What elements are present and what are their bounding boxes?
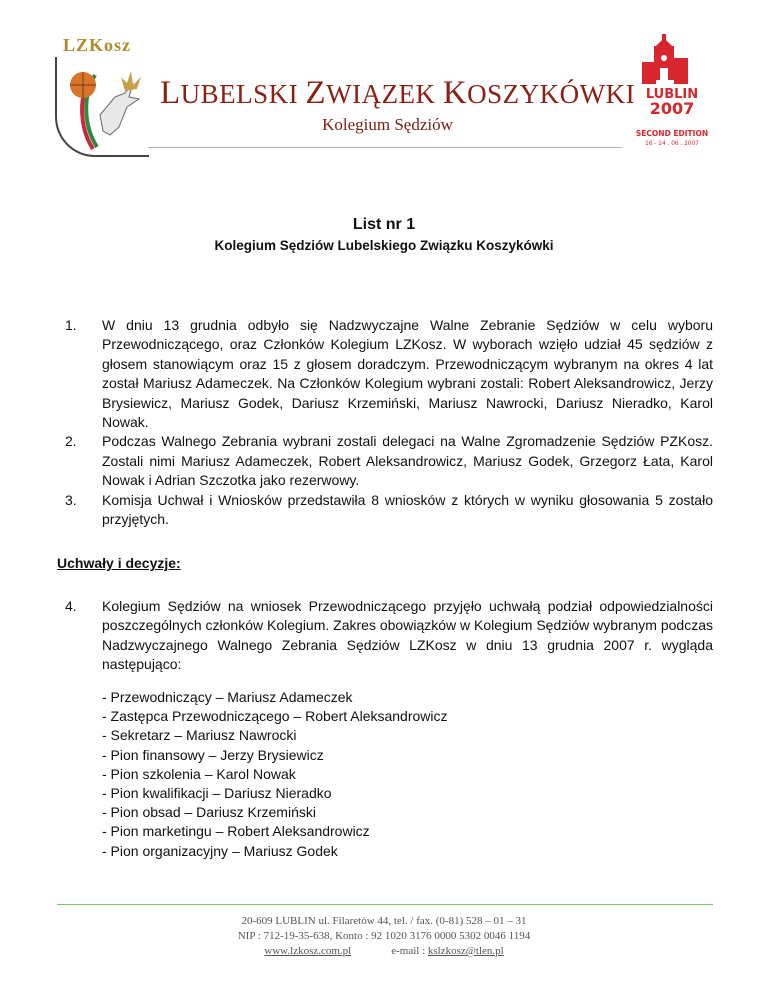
footer	[0, 914, 768, 959]
title-part-3-big: K	[442, 75, 468, 111]
list-item	[65, 597, 713, 675]
event-edition: SECOND EDITION	[635, 129, 709, 138]
role-item: - Przewodniczący – Mariusz Adameczek	[102, 689, 353, 705]
role-item: - Zastępca Przewodniczącego – Robert Aleksandrowicz	[102, 708, 448, 725]
role-item: - Pion obsad – Dariusz Krzemiński	[102, 804, 316, 821]
footer-bank: NIP : 712-19-35-638, Konto : 92 1020 3176 0000 5302 0046 1194	[237, 930, 531, 942]
document-title: List nr 1	[352, 216, 416, 233]
organization-title	[160, 75, 636, 112]
deer-basketball-icon	[55, 35, 150, 155]
document-subtitle: Kolegium Sędziów Lubelskiego Związku Koszykówki	[214, 238, 554, 253]
castle-tower-icon	[632, 32, 712, 150]
item-number: 2.	[65, 433, 77, 450]
role-item: - Pion szkolenia – Karol Nowak	[102, 765, 296, 782]
section-heading: Uchwały i decyzje:	[57, 555, 181, 571]
title-part-1-big: L	[160, 75, 181, 111]
email-link[interactable]: kslzkosz@tlen.pl	[427, 945, 504, 957]
footer-contact	[0, 944, 768, 959]
item-text: Komisja Uchwał i Wniosków przedstawiła 8 wniosków z których w wyniku głosowania 5 zostało przyjętych.	[102, 491, 713, 528]
footer-address: 20-609 LUBLIN ul. Filaretów 44, tel. / fax. (0-81) 528 – 01 – 31	[241, 915, 527, 927]
header-divider	[148, 147, 622, 148]
organization-subtitle: Kolegium Sędziów	[322, 115, 453, 134]
website-link[interactable]: www.lzkosz.com.pl	[264, 945, 352, 957]
points-list	[65, 316, 713, 529]
event-year: 2007	[649, 99, 695, 118]
role-item: - Pion marketingu – Robert Aleksandrowicz	[102, 823, 370, 840]
email-label: e-mail :	[391, 945, 428, 957]
title-part-1-small: UBELSKI	[180, 79, 306, 109]
event-city: LUBLIN	[645, 87, 699, 102]
list-item	[65, 491, 713, 530]
lublin-2007-logo	[632, 32, 712, 150]
role-item: - Pion kwalifikacji – Dariusz Nieradko	[102, 785, 332, 802]
role-item: - Sekretarz – Mariusz Nawrocki	[102, 727, 297, 744]
roles-list	[102, 688, 448, 861]
item-number: 3.	[65, 491, 77, 508]
role-item: - Pion organizacyjny – Mariusz Godek	[102, 842, 338, 859]
item-text: Podczas Walnego Zebrania wybrani zostali delegaci na Walne Zgromadzenie Sędziów PZKosz. Zostali nimi Mariusz Adameczek, Robert Aleksandrowicz, Mariusz Godek, Grzegorz Łata, Karol Nowak i Adrian Szczotka jako rezerwowy.	[102, 433, 713, 489]
title-part-2-big: Z	[305, 75, 327, 111]
footer-divider	[57, 904, 713, 905]
role-item: - Pion finansowy – Jerzy Brysiewicz	[102, 746, 324, 763]
lzkosz-logo	[55, 35, 150, 155]
item-text: Kolegium Sędziów na wniosek Przewodniczącego przyjęło uchwałą podział odpowiedzialności poszczególnych członków Kolegium. Zakres obowiązków w Kolegium Sędziów wybranym podczas Nadzwyczajnego Walnego Zebrania Sędziów LZKosz w dniu 13 grudnia 2007 r. wygląda następująco:	[102, 598, 713, 673]
item-number: 4.	[65, 598, 77, 614]
list-item	[65, 316, 713, 432]
event-dates: 16 - 24 . 06 . 2007	[645, 141, 699, 147]
logo-text: LZKosz	[63, 35, 132, 55]
list-item	[65, 432, 713, 490]
title-part-2-small: WIĄZEK	[326, 79, 443, 109]
title-part-3-small: OSZYKÓWKI	[467, 79, 636, 109]
item-number: 1.	[65, 317, 77, 333]
item-text: W dniu 13 grudnia odbyło się Nadzwyczajne Walne Zebranie Sędziów w celu wyboru Przewodniczącego, oraz Członków Kolegium LZKosz. W wyborach wzięło udział 45 sędziów z głosem stanowiącym oraz 15 z głosem doradczym. Przewodniczącym wybranym na okres 4 lat został Mariusz Adameczek. Na Członków Kolegium wybrani zostali: Robert Aleksandrowicz, Jerzy Brysiewicz, Mariusz Godek, Dariusz Krzemiński, Mariusz Nawrocki, Dariusz Nieradko, Karol Nowak.	[102, 317, 713, 431]
